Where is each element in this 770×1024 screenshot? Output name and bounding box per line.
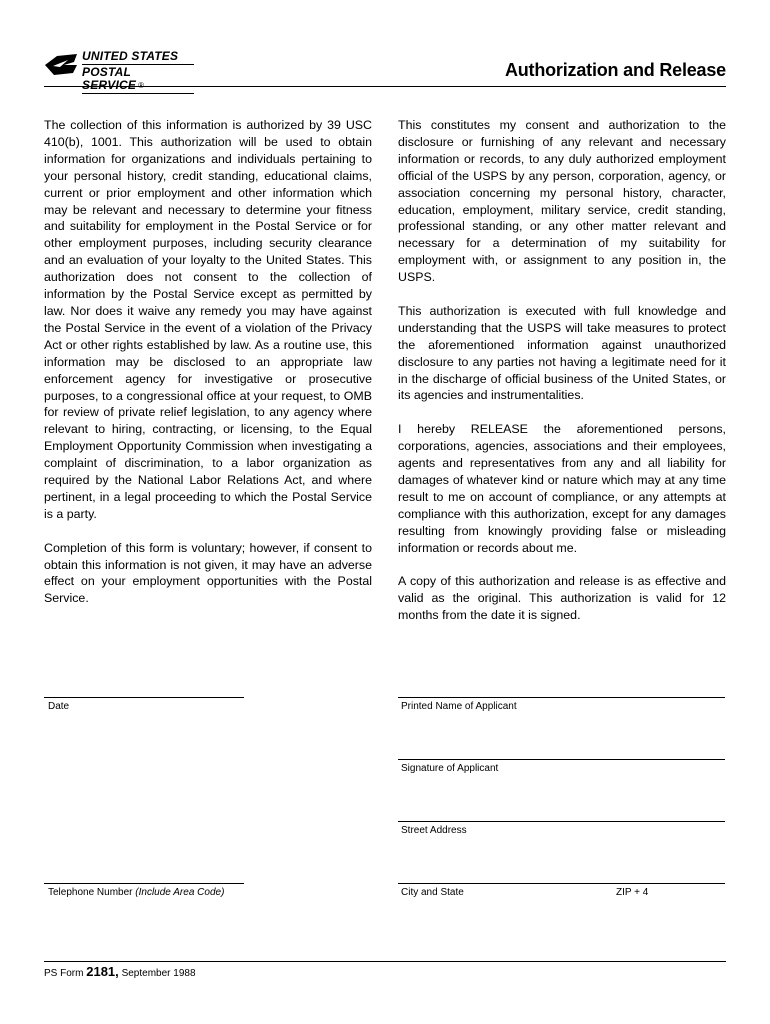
logo-line2: POSTAL SERVICE [82,65,137,92]
city-state-label: City and State [401,887,464,898]
header-divider [44,86,726,87]
telephone-note: (Include Area Code) [135,887,225,898]
logo-wordmark [82,50,194,94]
form-footer [44,964,196,979]
eagle-icon [44,52,78,78]
form-number: 2181, [86,964,119,979]
date-label: Date [48,701,70,712]
left-column [44,117,372,624]
paragraph: This authorization is executed with full knowledge and understanding that the USPS will take measures to protect the aforementioned information against unauthorized disclosure to any parties not having a legitimate need for it in the discharge of official business of the United States, or its agencies and instrumentalities. [398,303,726,403]
right-column [398,117,726,641]
paragraph: The collection of this information is authorized by 39 USC 410(b), 1001. This authorization will be used to obtain information for organizations and individuals pertaining to your personal history, credit standing, educational claims, current or prior employment and other information which may be relevant and necessary to determine your fitness and suitability for employment in the Postal Service or for other employment purposes, including security clearance and an evaluation of your loyalty to the United States. This authorization does not consent to the collection of information by the Postal Service except as permitted by law. Nor does it waive any remedy you may have against the Postal Service in the event of a violation of the Privacy Act or other rights established by law. As a routine use, this information may be disclosed to an appropriate law enforcement agency for investigative or prosecutive purposes, to a congressional office at your request, to OMB for review of private relief legislation, to any agency where relevant to hiring, contracting, or licensing, to the Equal Employment Opportunity Commission when investigating a complaint of discrimination, to a labor organization as required by the National Labor Relations Act, and where pertinent, in a legal proceeding to which the Postal Service is a party. [44,118,372,521]
paragraph: Completion of this form is voluntary; however, if consent to obtain this information is not given, it may have an adverse effect on your employment opportunities with the Postal Service. [44,540,372,606]
telephone-label [44,887,224,898]
telephone-field[interactable] [44,883,244,917]
date-field[interactable] [44,697,244,731]
city-state-zip-field[interactable] [398,883,725,917]
printed-name-label: Printed Name of Applicant [401,701,517,712]
form-date: September 1988 [121,968,196,979]
zip-label: ZIP + 4 [616,887,649,898]
signature-label: Signature of Applicant [401,763,499,774]
telephone-label-text: Telephone Number [48,887,133,898]
paragraph: I hereby RELEASE the aforementioned persons, corporations, agencies, associations and their employees, agents and representatives from any and all liability for damages of whatever kind or nature which may at any time result to me on account of compliance, or any attempts at compliance with this authorization, except for any damages resulting from knowingly providing false or misleading information or records about me. [398,422,726,555]
form-prefix: PS Form [44,968,84,979]
logo-line1: UNITED STATES [82,50,194,65]
footer-divider [44,961,726,962]
usps-logo [44,49,194,92]
page-title: Authorization and Release [504,60,726,80]
logo-line2-wrap [82,66,194,94]
signature-field[interactable] [398,759,725,793]
paragraph: This constitutes my consent and authorization to the disclosure or furnishing of any relevant and necessary information or records, to any duly authorized employment official of the USPS by any person, corporation, agency, or association concerning my personal history, character, education, employment, military service, credit standing, professional standing, or any other matter relevant and necessary for a determination of my suitability for employment with, or assignment to any position in, the USPS. [398,118,726,285]
registered-mark: ® [138,81,145,90]
street-address-field[interactable] [398,821,725,855]
paragraph: A copy of this authorization and release is as effective and valid as the original. This authorization is valid for 12 months from the date it is signed. [398,574,726,623]
printed-name-field[interactable] [398,697,725,731]
street-address-label: Street Address [401,825,467,836]
